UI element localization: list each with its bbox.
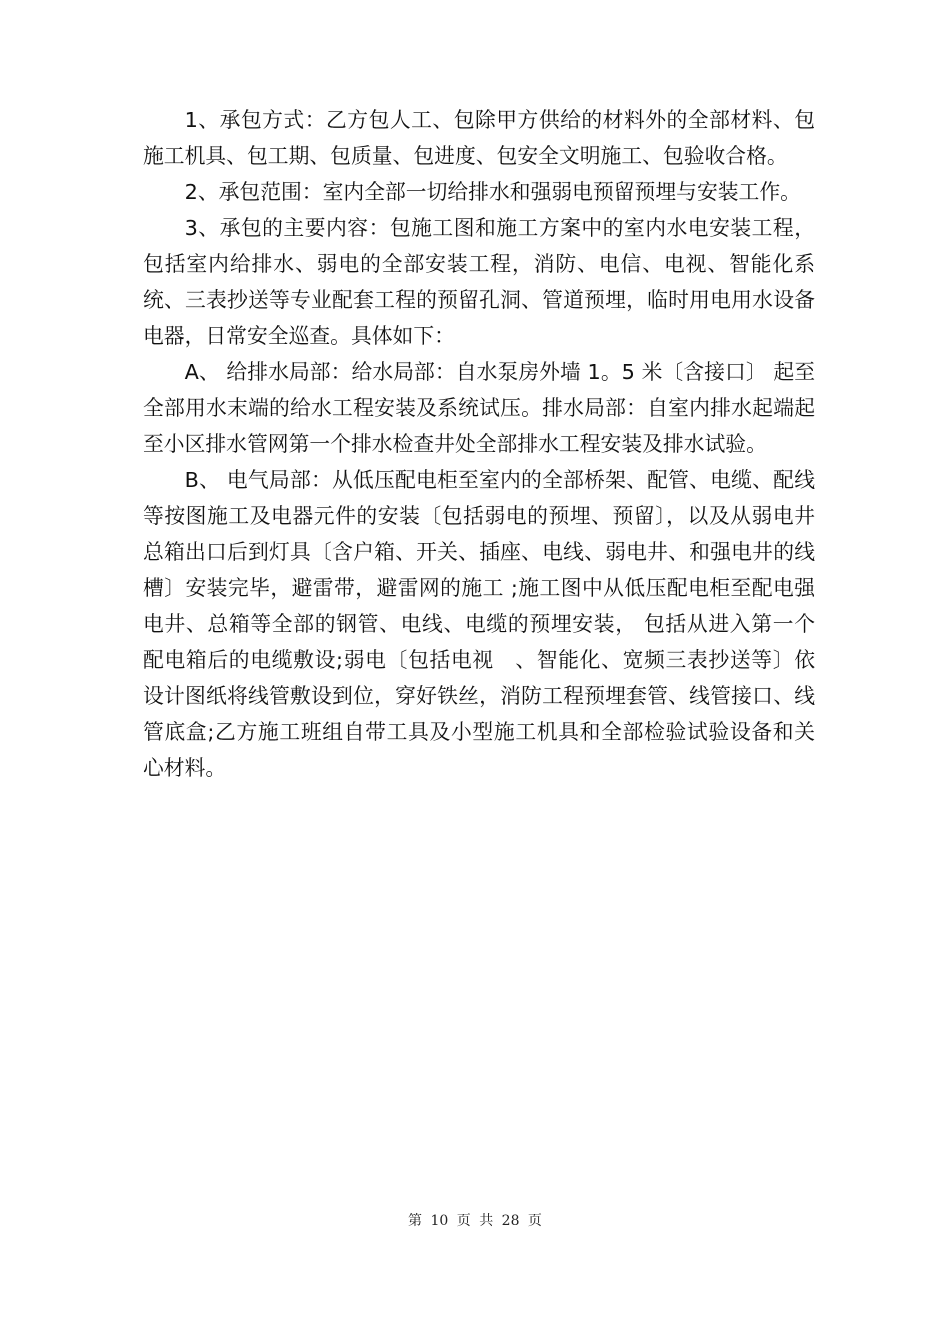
- paragraph-contract-scope: 2、承包范围：室内全部一切给排水和强弱电预留预埋与安装工作。: [184, 180, 801, 204]
- paragraph-electrical-section: B、 电气局部：从低压配电柜至室内的全部桥架、配管、电缆、配线等按图施工及电器元件的安装〔包括弱电的预埋、预留〕，以及从弱电井总箱出口后到灯具〔含户箱、开关、插座、电线、弱电井、和强电井的线槽〕安装完毕，避雷带，避雷网的施工 ;施工图中从低压配电柜至配电强电井、总箱等全部的钢管、电线、电缆的预埋安装， 包括从进入第一个配电箱后的电缆敷设;弱电〔包括电视 、智能化、宽频三表抄送等〕依设计图纸将线管敷设到位，穿好铁丝，消防工程预埋套管、线管接口、线管底盒;乙方施工班组自带工具及小型施工机具和全部检验试验设备和关心材料。: [143, 468, 815, 780]
- paragraph-contract-method: 1、承包方式：乙方包人工、包除甲方供给的材料外的全部材料、包施工机具、包工期、包质量、包进度、包安全文明施工、包验收合格。: [143, 108, 815, 168]
- document-body: [143, 102, 815, 786]
- paragraph-main-content: 3、承包的主要内容：包施工图和施工方案中的室内水电安装工程，包括室内给排水、弱电的全部安装工程，消防、电信、电视、智能化系统、三表抄送等专业配套工程的预留孔洞、管道预埋，临时用电用水设备电器，日常安全巡查。具体如下：: [143, 216, 815, 348]
- page-number: 第 10 页 共 28 页: [408, 1213, 542, 1229]
- paragraph-water-section: A、 给排水局部：给水局部：自水泵房外墙 1。5 米〔含接口〕 起至全部用水末端的给水工程安装及系统试压。排水局部：自室内排水起端起至小区排水管网第一个排水检查井处全部排水工程安装及排水试验。: [143, 360, 815, 456]
